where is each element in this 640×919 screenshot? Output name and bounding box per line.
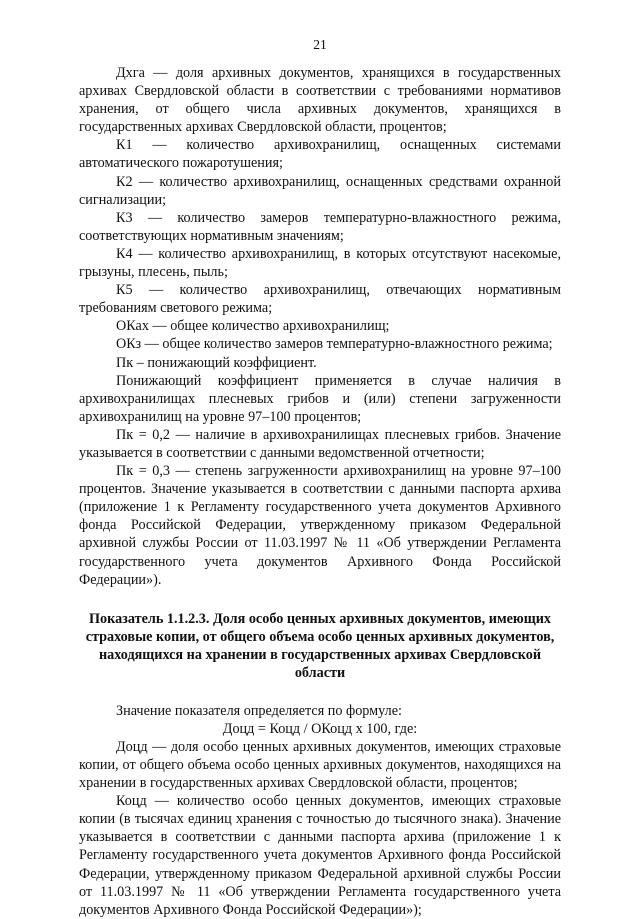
paragraph-k4-definition: К4 — количество архивохранилищ, в которых отсутствуют насекомые, грызуны, плесень, пыль; (79, 245, 561, 281)
paragraph-k5-definition: К5 — количество архивохранилищ, отвечающих нормативным требованиям светового режима; (79, 282, 561, 317)
document-body (79, 64, 561, 919)
paragraph-dhga-definition: Дхга — доля архивных документов, хранящихся в государственных архивах Свердловской области в соответствии с требованиями нормативов хранения, от общего числа архивных документов, хранящихся в государственных архивах Свердловской области, процентов; (79, 65, 561, 136)
paragraph-pk-application: Понижающий коэффициент применяется в случае наличия в архивохранилищах плесневых грибов и (или) степени загруженности архивохранилищ на уровне 97–100 процентов; (79, 372, 561, 425)
paragraph-pk-definition: Пк – понижающий коэффициент. (116, 354, 317, 371)
paragraph-docd-definition: Доцд — доля особо ценных архивных документов, имеющих страховые копии, от общего объема особо ценных архивных документов, находящихся на хранении в государственных архивах Свердловской области, процентов; (79, 738, 561, 792)
section-heading: Показатель 1.1.2.3. Доля особо ценных архивных документов, имеющих страховые копии, от общего объема особо ценных архивных документов, находящихся на хранении в государственных архивах Свердловской области (85, 610, 555, 681)
paragraph-k2-definition: К2 — количество архивохранилищ, оснащенных средствами охранной сигнализации; (79, 173, 561, 208)
page-number: 21 (313, 37, 327, 52)
formula: Доцд = Коцд / ОКоцд x 100, где: (222, 720, 418, 737)
paragraph-k1-definition: К1 — количество архивохранилищ, оснащенных системами автоматического пожаротушения; (79, 137, 561, 172)
paragraph-k3-definition: К3 — количество замеров температурно-влажностного режима, соответствующих нормативным значениям; (79, 209, 561, 244)
paragraph-kocd-definition: Коцд — количество особо ценных документов, имеющих страховые копии (в тысячах единиц хранения с точностью до тысячного знака). Значение указывается в соответствии с данными паспорта архива (приложение 1 к Регламенту государственного учета документов Архивного фонда Российской Федерации, утвержденному приказом Федеральной архивной службы России от 11.03.1997 № 11 «Об утверждении Регламента государственного учета документов Архивного Фонда Российской Федерации»); (79, 793, 561, 918)
formula-intro: Значение показателя определяется по формуле: (116, 702, 402, 719)
paragraph-pk-0-2: Пк = 0,2 — наличие в архивохранилищах плесневых грибов. Значение указывается в соответствии с данными ведомственной отчетности; (79, 426, 561, 461)
paragraph-pk-0-3: Пк = 0,3 — степень загруженности архивохранилищ на уровне 97–100 процентов. Значение указывается в соответствии с данными паспорта архива (приложение 1 к Регламенту государственного учета документов Архивного фонда Российской Федерации, утвержденному приказом Федеральной архивной службы России от 11.03.1997 № 11 «Об утверждении Регламента государственного учета документов Архивного Фонда Российской Федерации»). (79, 463, 561, 588)
paragraph-okah-definition: ОКах — общее количество архивохранилищ; (116, 318, 390, 335)
paragraph-okz-definition: ОКз — общее количество замеров температурно-влажностного режима; (116, 336, 553, 353)
